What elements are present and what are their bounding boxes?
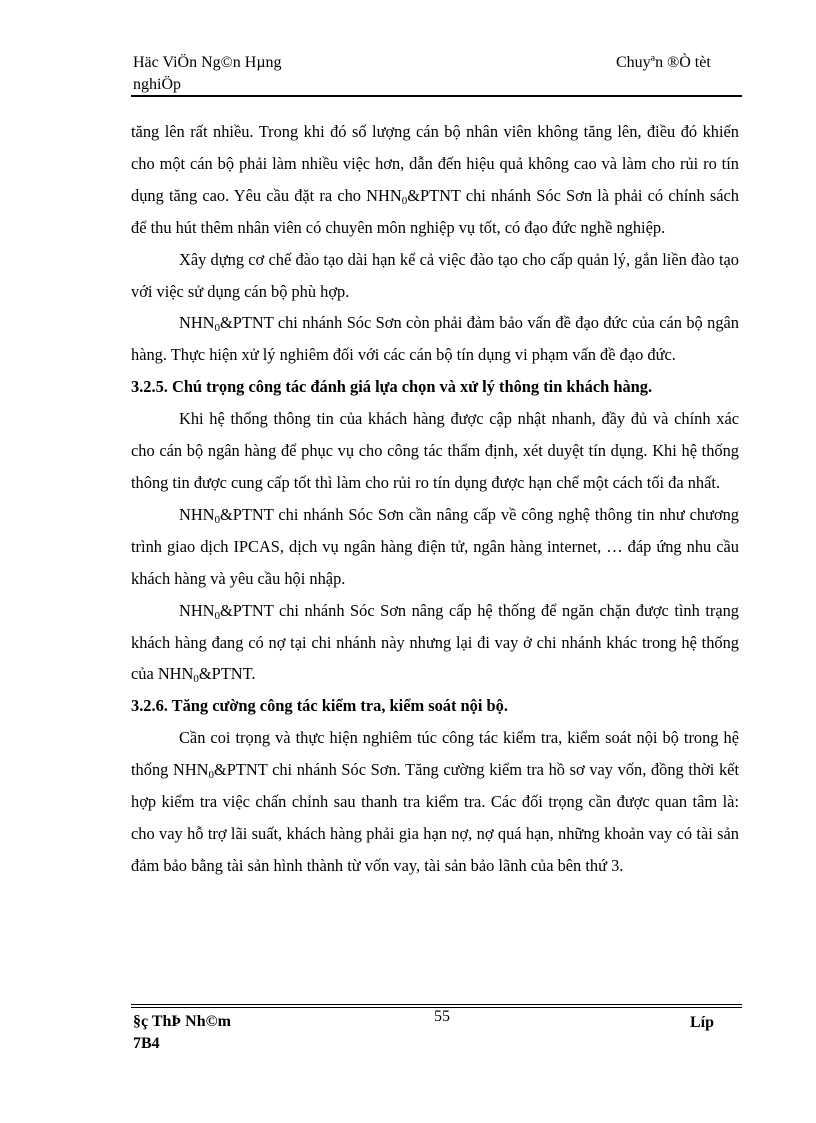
page-number: 55 xyxy=(434,1008,450,1025)
header-left xyxy=(133,52,282,96)
section-heading: 3.2.6. Tăng cường công tác kiểm tra, kiểm soát nội bộ. xyxy=(131,696,508,716)
paragraph: Cần coi trọng và thực hiện nghiêm túc công tác kiểm tra, kiểm soát nội bộ trong hệ thống $NHN_0\&PTNT$ chi nhánh Sóc Sơn. Tăng cường kiểm tra hồ sơ vay vốn, đồng thời kết hợp kiểm tra việc chấn chỉnh sau thanh tra kiểm tra. Các đối trọng cần được quan tâm là: cho vay hỗ trợ lãi suất, khách hàng phải gia hạn nợ, nợ quá hạn, những khoản vay có tài sản đảm bảo bằng tài sản hình thành từ vốn vay, tài sản bảo lãnh của bên thứ 3. xyxy=(131,728,740,875)
paragraph: tăng lên rất nhiều. Trong khi đó số lượng cán bộ nhân viên không tăng lên, điều đó khiến cho một cán bộ phải làm nhiều việc hơn, dẫn đến hiệu quả không cao và làm cho rủi ro tín dụng tăng cao. Yêu cầu đặt ra cho $NHN_0\&PTNT$ chi nhánh Sóc Sơn là phải có chính sách để thu hút thêm nhân viên có chuyên môn nghiệp vụ tốt, có đạo đức nghề nghiệp. xyxy=(131,122,739,237)
footer-author: §ç ThÞ Nh©m xyxy=(133,1013,231,1030)
header-right: Chuyªn ®Ò tèt xyxy=(616,54,711,71)
paragraph: $NHN_0\&PTNT$ chi nhánh Sóc Sơn cần nâng cấp về công nghệ thông tin như chương trình giao dịch IPCAS, dịch vụ ngân hàng điện tử, ngân hàng internet, … đáp ứng nhu cầu khách hàng và yêu cầu hội nhập. xyxy=(131,504,739,588)
paragraph: $NHN_0\&PTNT$ chi nhánh Sóc Sơn nâng cấp hệ thống để ngăn chặn được tình trạng khách hàng đang có nợ tại chi nhánh này nhưng lại đi vay ở chi nhánh khác trong hệ thống của $NHN_0\&PTNT$. xyxy=(131,600,739,686)
header-institution-cont: nghiÖp xyxy=(133,76,181,93)
paragraph: Khi hệ thống thông tin của khách hàng được cập nhật nhanh, đầy đủ và chính xác cho cán bộ ngân hàng để phục vụ cho công tác thẩm định, xét duyệt tín dụng. Khi hệ thống thông tin được cung cấp tốt thì làm cho rủi ro tín dụng được hạn chế một cách tối đa nhất. xyxy=(131,409,739,492)
header-institution: Häc ViÖn Ng©n Hµng xyxy=(133,54,282,71)
footer-class-label: Líp xyxy=(690,1014,715,1031)
paragraph: $NHN_0\&PTNT$ chi nhánh Sóc Sơn còn phải đảm bảo vấn đề đạo đức của cán bộ ngân hàng. Thực hiện xử lý nghiêm đối với các cán bộ tín dụng vi phạm vấn đề đạo đức. xyxy=(131,313,739,365)
paragraph: Xây dựng cơ chế đào tạo dài hạn kể cả việc đào tạo cho cấp quản lý, gắn liền đào tạo với việc sử dụng cán bộ phù hợp. xyxy=(131,249,739,301)
footer-class-code: 7B4 xyxy=(133,1035,160,1052)
header-rule xyxy=(131,95,742,97)
footer-rule xyxy=(131,1004,742,1005)
section-heading: 3.2.5. Chú trọng công tác đánh giá lựa chọn và xử lý thông tin khách hàng. xyxy=(131,377,653,397)
document-body xyxy=(131,116,739,882)
